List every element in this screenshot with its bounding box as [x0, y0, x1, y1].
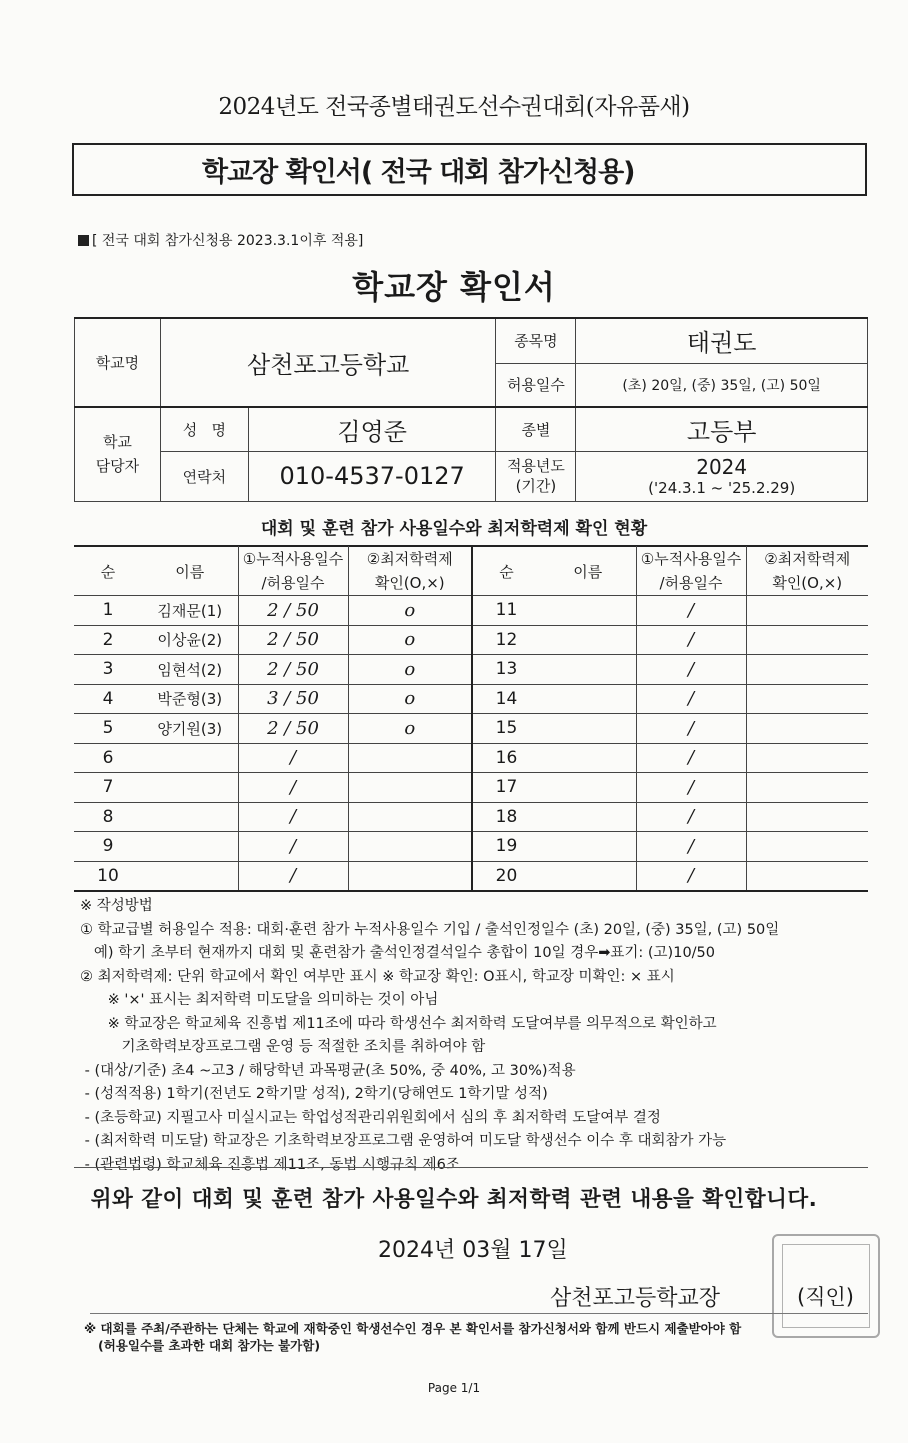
table-row [74, 802, 868, 832]
athlete-name: 김재문(1) [142, 596, 238, 626]
athlete-name [540, 714, 636, 744]
participation-table [74, 545, 868, 892]
instructions [80, 895, 870, 1177]
days-used: 2 / 50 [238, 596, 348, 626]
athlete-name [540, 625, 636, 655]
athlete-name [142, 743, 238, 773]
instruction-line: - (성적적용) 1학기(전년도 2학기말 성적), 2학기(당해연도 1학기말 성적) [80, 1086, 548, 1102]
academic-check: o [348, 684, 472, 714]
year-value: 2024 [696, 455, 748, 479]
athlete-name [540, 743, 636, 773]
phone-value: 010-4537-0127 [248, 451, 496, 501]
row-number: 8 [74, 802, 142, 832]
athlete-name [540, 596, 636, 626]
days-used: 2 / 50 [238, 625, 348, 655]
row-number: 20 [472, 861, 540, 891]
name-value: 김영준 [248, 407, 496, 451]
row-number: 15 [472, 714, 540, 744]
row-number: 5 [74, 714, 142, 744]
footer-note [84, 1320, 741, 1354]
row-number: 17 [472, 773, 540, 803]
event-value: 태권도 [576, 318, 868, 363]
issue-date: 2024년 03월 17일 [378, 1238, 568, 1263]
divider [74, 1167, 868, 1168]
header-name: 이름 [142, 546, 238, 596]
athlete-name: 양기원(3) [142, 714, 238, 744]
athlete-name [540, 832, 636, 862]
academic-check [348, 773, 472, 803]
academic-check: o [348, 655, 472, 685]
instruction-line: ② 최저학력제: 단위 학교에서 확인 여부만 표시 ※ 학교장 확인: O표시, 학교장 미확인: × 표시 [80, 968, 675, 985]
row-number: 18 [472, 802, 540, 832]
row-number: 10 [74, 861, 142, 891]
table-row [74, 832, 868, 862]
form-title-box [72, 143, 867, 196]
days-used: / [636, 655, 746, 685]
confirmation-statement: 위와 같이 대회 및 훈련 참가 사용일수와 최저학력 관련 내용을 확인합니다. [90, 1187, 818, 1212]
instruction-line: ※ '×' 표시는 최저학력 미도달을 의미하는 것이 아님 [80, 992, 439, 1008]
status-title: 대회 및 훈련 참가 사용일수와 최저학력제 확인 현황 [260, 519, 648, 539]
days-used: / [636, 743, 746, 773]
row-number: 16 [472, 743, 540, 773]
applied-note [78, 230, 363, 250]
academic-check [746, 802, 868, 832]
applied-note-text: [ 전국 대회 참가신청용 2023.3.1이후 적용] [92, 233, 364, 249]
days-used: / [636, 596, 746, 626]
row-number: 12 [472, 625, 540, 655]
days-used: 2 / 50 [238, 714, 348, 744]
row-number: 6 [74, 743, 142, 773]
table-row [74, 861, 868, 891]
form-title: 학교장 확인서( 전국 대회 참가신청용) [202, 157, 635, 188]
footer-note-line1: ※ 대회를 주최/주관하는 단체는 학교에 재학중인 학생선수인 경우 본 확인서를 참가신청서와 함께 반드시 제출받아야 함 [84, 1321, 742, 1336]
instruction-line: - (최저학력 미도달) 학교장은 기초학력보장프로그램 운영하여 미도달 학생선수 이수 후 대회참가 가능 [80, 1133, 727, 1149]
principal-signature: 삼천포고등학교장 [550, 1286, 721, 1311]
competition-title: 2024년도 전국종별태권도선수권대회(자유품새) [218, 94, 690, 120]
instruction-line: ① 학교급별 허용일수 적용: 대회·훈련 참가 누적사용일수 기입 / 출석인정일수 (초) 20일, (중) 35일, (고) 50일 [80, 921, 780, 938]
row-number: 13 [472, 655, 540, 685]
row-number: 3 [74, 655, 142, 685]
allowed-days-value: (초) 20일, (중) 35일, (고) 50일 [576, 363, 868, 407]
footer-note-line2: (허용일수를 초과한 대회 참가는 불가함) [98, 1338, 321, 1353]
row-number: 2 [74, 625, 142, 655]
instruction-line: ※ 학교장은 학교체육 진흥법 제11조에 따라 학생선수 최저학력 도달여부를 의무적으로 확인하고 [80, 1015, 717, 1032]
instruction-line: - (관련법령) 학교체육 진흥법 제11조, 동법 시행규칙 제6조 [80, 1156, 460, 1173]
days-used: / [636, 861, 746, 891]
header-no-right: 순 [472, 546, 540, 596]
days-used: / [636, 625, 746, 655]
school-label: 학교명 [75, 318, 161, 407]
contact-person-label: 학교 담당자 [75, 407, 161, 501]
row-number: 1 [74, 596, 142, 626]
phone-label: 연락처 [160, 451, 248, 501]
athlete-name [540, 684, 636, 714]
days-used: / [636, 832, 746, 862]
academic-check [348, 743, 472, 773]
athlete-name [142, 832, 238, 862]
days-used: 3 / 50 [238, 684, 348, 714]
days-used: / [238, 802, 348, 832]
days-used: / [636, 773, 746, 803]
division-value: 고등부 [576, 407, 868, 451]
days-used: / [636, 684, 746, 714]
main-title: 학교장 확인서 [352, 268, 556, 306]
header-days: ①누적사용일수 /허용일수 [238, 546, 348, 596]
school-info-table [74, 317, 868, 502]
row-number: 14 [472, 684, 540, 714]
header-no: 순 [74, 546, 142, 596]
athlete-name [540, 773, 636, 803]
athlete-name [540, 802, 636, 832]
academic-check: o [348, 714, 472, 744]
days-used: / [238, 832, 348, 862]
academic-check [746, 625, 868, 655]
days-used: / [238, 743, 348, 773]
instruction-line: 기초학력보장프로그램 운영 등 적절한 조치를 취하여야 함 [80, 1039, 486, 1055]
athlete-name [540, 861, 636, 891]
athlete-name [142, 773, 238, 803]
event-label: 종목명 [496, 318, 576, 363]
page-number: Page 1/1 [427, 1381, 481, 1395]
table-row [74, 625, 868, 655]
academic-check [746, 655, 868, 685]
participation-table-body [74, 546, 868, 891]
row-number: 11 [472, 596, 540, 626]
athlete-name: 임현석(2) [142, 655, 238, 685]
days-used: 2 / 50 [238, 655, 348, 685]
academic-check: o [348, 625, 472, 655]
division-label: 종별 [496, 407, 576, 451]
academic-check [746, 861, 868, 891]
allowed-days-label: 허용일수 [496, 363, 576, 407]
header-academic: ②최저학력제 확인(O,×) [348, 546, 472, 596]
academic-check [746, 832, 868, 862]
row-number: 7 [74, 773, 142, 803]
row-number: 19 [472, 832, 540, 862]
athlete-name [142, 802, 238, 832]
days-used: / [238, 773, 348, 803]
days-used: / [636, 714, 746, 744]
instruction-line: - (대상/기준) 초4 ~고3 / 해당학년 과목평균(초 50%, 중 40%, 고 30%)적용 [80, 1062, 576, 1079]
table-row [74, 684, 868, 714]
days-used: / [636, 802, 746, 832]
year-cell [576, 451, 868, 501]
year-label: 적용년도 (기간) [496, 451, 576, 501]
table-row [74, 655, 868, 685]
table-row [74, 596, 868, 626]
athlete-name [540, 655, 636, 685]
academic-check: o [348, 596, 472, 626]
days-used: / [238, 861, 348, 891]
table-row [74, 773, 868, 803]
row-number: 4 [74, 684, 142, 714]
academic-check [746, 596, 868, 626]
header-academic-right: ②최저학력제 확인(O,×) [746, 546, 868, 596]
header-days-right: ①누적사용일수 /허용일수 [636, 546, 746, 596]
athlete-name: 박준형(3) [142, 684, 238, 714]
academic-check [348, 802, 472, 832]
academic-check [746, 773, 868, 803]
academic-check [746, 684, 868, 714]
table-row [74, 714, 868, 744]
academic-check [746, 714, 868, 744]
footer-divider [90, 1313, 868, 1314]
school-name: 삼천포고등학교 [160, 318, 496, 407]
year-period: ('24.3.1 ~ '25.2.29) [648, 479, 796, 497]
seal-label: (직인) [797, 1285, 854, 1309]
athlete-name [142, 861, 238, 891]
instruction-line: 예) 학기 초부터 현재까지 대회 및 훈련참가 출석인정결석일수 총합이 10일 경우➡표기: (고)10/50 [80, 945, 716, 961]
header-name-right: 이름 [540, 546, 636, 596]
name-label: 성 명 [160, 407, 248, 451]
square-bullet-icon [78, 235, 89, 246]
academic-check [746, 743, 868, 773]
table-row [74, 743, 868, 773]
academic-check [348, 832, 472, 862]
instruction-line: - (초등학교) 지필고사 미실시교는 학업성적관리위원회에서 심의 후 최저학력 도달여부 결정 [80, 1109, 661, 1126]
academic-check [348, 861, 472, 891]
athlete-name: 이상윤(2) [142, 625, 238, 655]
row-number: 9 [74, 832, 142, 862]
instruction-line: ※ 작성방법 [80, 898, 153, 914]
